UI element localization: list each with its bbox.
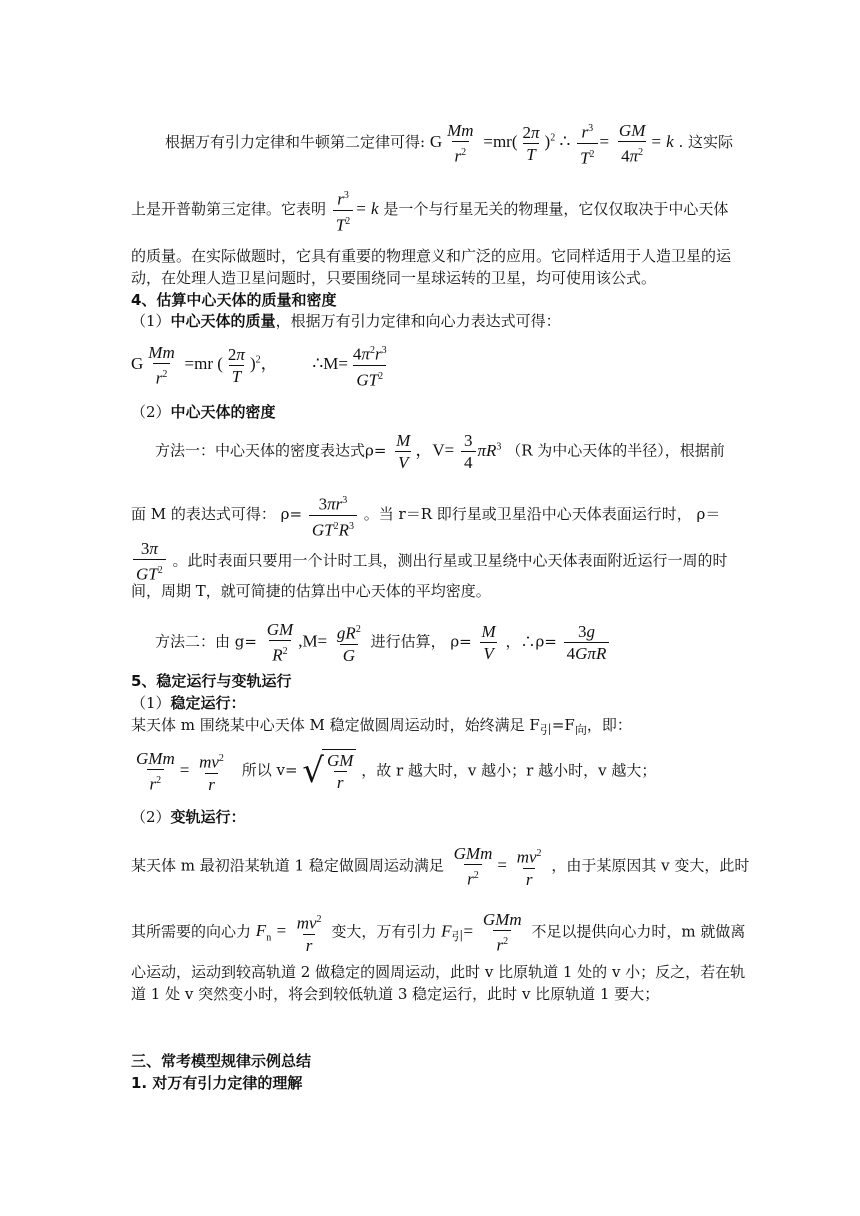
formula-M-V: $\frac{M}{V}$ xyxy=(481,621,496,663)
subheading-density: （2）中心天体的密度 xyxy=(131,403,276,421)
section-heading-5: 5、稳定运行与变轨运行 xyxy=(131,672,292,690)
text-line-density-surface: $\frac{3\pi}{GT^2}$ 。此时表面只要用一个计时工具，测出行星或卫星绕中心天体表面附近运行一周的时 xyxy=(131,538,728,585)
formula-r3-T2-k: $\frac{r^3}{T^2}$ xyxy=(333,185,353,235)
text-line-kepler-third: 上是开普勒第三定律。它表明 $\frac{r^3}{T^2}$ = k 是一个与行星无关的物理量，它仅仅取决于中心天体 xyxy=(131,185,728,235)
text-line: 道 1 处 v 突然变小时，将会到较低轨道 3 稳定运行，此时 v 比原轨道 1 要大； xyxy=(131,985,660,1003)
text-line-kepler-derivation: 根据万有引力定律和牛顿第二定律可得: G $\frac{Mm}{r^2}$ =mr( $\frac{2\pi}{T}$ )$^2$ ∴ $\frac{r^3}{T^2}$ = $\frac{GM}{4\pi^2}$ = k . 这实际 xyxy=(165,118,733,168)
formula-mv2-r: $\frac{mv^2}{r}$ xyxy=(199,752,224,794)
formula-GMm-r2: $\frac{\text{GMm}}{r^2}$ xyxy=(136,749,175,794)
text-line-orbit1: 某天体 m 最初沿某轨道 1 稳定做圆周运动满足 $\frac{\text{GMm}}{r^2}$ = $\frac{mv^2}{r}$ ，由于某原因其 v 变大，此时 xyxy=(131,844,750,889)
formula-density-surface: $\frac{3\pi}{GT^2}$ xyxy=(133,538,166,585)
text-line-method2: 方法二：由 g= $\frac{GM}{R^2}$ ,M= $\frac{gR^2}{G}$ 进行估算， ρ= $\frac{M}{V}$ ，∴ρ= $\frac{3g}{\text{4GπR}}$ xyxy=(155,619,611,666)
formula-angular: $\frac{2\pi}{T}$ xyxy=(227,344,245,386)
formula-M-V: $\frac{M}{V}$ xyxy=(396,431,411,472)
formula-density-general: $\frac{3\pi r^3}{GT^2R^3}$ xyxy=(309,490,357,540)
text-line: 间，周期 T，就可简捷的估算出中心天体的平均密度。 xyxy=(131,582,491,600)
formula-line-velocity: $\frac{\text{GMm}}{r^2}$ = $\frac{mv^2}{r}$ 所以 v= √ $\frac{GM}{r}$ ，故 r 越大时，v 越小；r 越小时，v 越大； xyxy=(131,748,656,795)
formula-angular: $\frac{2\pi}{T}$ xyxy=(522,122,540,164)
text-line-density-expr: 面 M 的表达式可得： ρ= $\frac{3\pi r^3}{GT^2R^3}$ 。当 r＝R 即行星或卫星沿中心天体表面运行时， ρ＝ xyxy=(131,490,720,540)
formula-line-mass: G $\frac{Mm}{r^2}$ =mr ( $\frac{2\pi}{T}$ )$^2$， ∴M= $\frac{4\pi^2r^3}{GT^2}$ xyxy=(131,340,392,390)
text-line-method1: 方法一：中心天体的密度表达式ρ= $\frac{M}{V}$ ，V= $\frac{3}{4}$ $\pi R^3$ （R 为中心天体的半径），根据前 xyxy=(155,431,725,472)
formula-volume: $\frac{3}{4}$ xyxy=(461,430,476,473)
subheading-mass: （1）中心天体的质量，根据万有引力定律和向心力表达式可得： xyxy=(131,312,561,330)
section-heading-3: 三、常考模型规律示例总结 xyxy=(131,1052,312,1070)
formula-mass: $\frac{4\pi^2r^3}{GT^2}$ xyxy=(352,344,387,390)
text-line-orbit2: 其所需要的向心力 $F_n$ = $\frac{mv^2}{r}$ 变大，万有引力 $F_引=$ $\frac{\text{GMm}}{r^2}$ 不足以提供向心力时，m 就做离 xyxy=(131,910,746,955)
subheading-orbit-change: （2）变轨运行： xyxy=(131,808,246,826)
formula-gravity: $\frac{Mm}{r^2}$ xyxy=(447,120,474,166)
formula-density-g: $\frac{3g}{\text{4GπR}}$ xyxy=(564,621,610,664)
subheading-stable: （1）稳定运行： xyxy=(131,694,246,712)
text-line: 心运动，运动到较高轨道 2 做稳定的圆周运动，此时 v 比原轨道 1 处的 v 小；反之，若在轨 xyxy=(131,963,746,981)
formula-M-from-g: $\frac{gR^2}{G}$ xyxy=(336,623,361,665)
formula-r3-T2: $\frac{r^3}{T^2}$ xyxy=(577,118,597,168)
formula-GMm-r2: $\frac{\text{GMm}}{r^2}$ xyxy=(482,910,522,955)
formula-mv2-r: $\frac{mv^2}{r}$ xyxy=(296,913,322,955)
formula-GM-4pi2: $\frac{GM}{4\pi^2}$ xyxy=(618,120,646,166)
text-line-stable: 某天体 m 围绕某中心天体 M 稳定做圆周运动时，始终满足 $F_引=F_向$，即： xyxy=(131,716,632,737)
formula-GMm-r2: $\frac{\text{GMm}}{r^2}$ xyxy=(453,844,493,889)
section-heading-4: 4、估算中心天体的质量和密度 xyxy=(131,291,337,309)
subsection-heading-3-1: 1. 对万有引力定律的理解 xyxy=(131,1074,303,1092)
text-line: 动，在处理人造卫星问题时，只要围绕同一星球运转的卫星，均可使用该公式。 xyxy=(131,269,657,287)
formula-gravity: $\frac{Mm}{r^2}$ xyxy=(148,342,175,388)
formula-mv2-r: $\frac{mv^2}{r}$ xyxy=(516,847,542,889)
formula-g: $\frac{GM}{R^2}$ xyxy=(266,620,294,665)
sqrt-GM-r: √ $\frac{GM}{r}$ xyxy=(302,749,356,793)
text-line: 的质量。在实际做题时，它具有重要的物理意义和广泛的应用。它同样适用于人造卫星的运 xyxy=(131,247,732,265)
